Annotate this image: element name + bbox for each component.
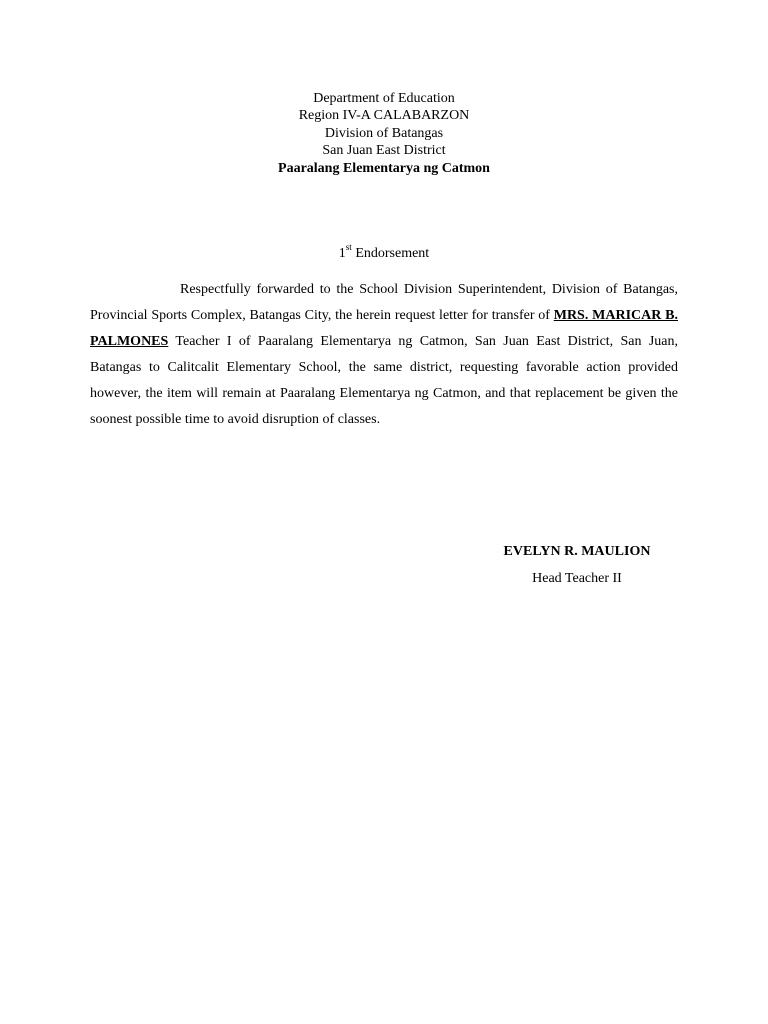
school-name: Paaralang Elementarya ng Catmon xyxy=(278,160,490,176)
region-name: Region IV-A CALABARZON xyxy=(298,108,470,124)
district-name: San Juan East District xyxy=(322,143,446,159)
signatory-name: EVELYN R. MAULION xyxy=(503,544,651,559)
endorsement-body xyxy=(90,277,678,432)
division-name: Division of Batangas xyxy=(324,125,444,141)
department-name: Department of Education xyxy=(313,91,455,106)
endorsement-heading xyxy=(0,244,768,264)
body-text-before-name: Respectfully forwarded to the School Division Superintendent, Division of Batangas, Provincial Sports Complex, Batangas City, the herein request letter for transfer of xyxy=(90,282,678,323)
letterhead xyxy=(0,90,768,177)
endorsement-ordinal-number: 1 xyxy=(338,246,346,261)
endorsement-ordinal-suffix: st xyxy=(345,242,352,253)
signature-block xyxy=(470,538,684,592)
endorsement-title: Endorsement xyxy=(355,246,430,261)
signatory-position: Head Teacher II xyxy=(532,571,622,586)
teacher-name: MRS. MARICAR B. PALMONES xyxy=(90,307,678,349)
body-text-after-name: Teacher I of Paaralang Elementarya ng Catmon, San Juan East District, San Juan, Batangas to Calitcalit Elementary School, the same district, requesting favorable action provided however, the item will remain at Paaralang Elementarya ng Catmon, and that replacement be given the soonest possible time to avoid disruption of classes. xyxy=(90,333,679,427)
